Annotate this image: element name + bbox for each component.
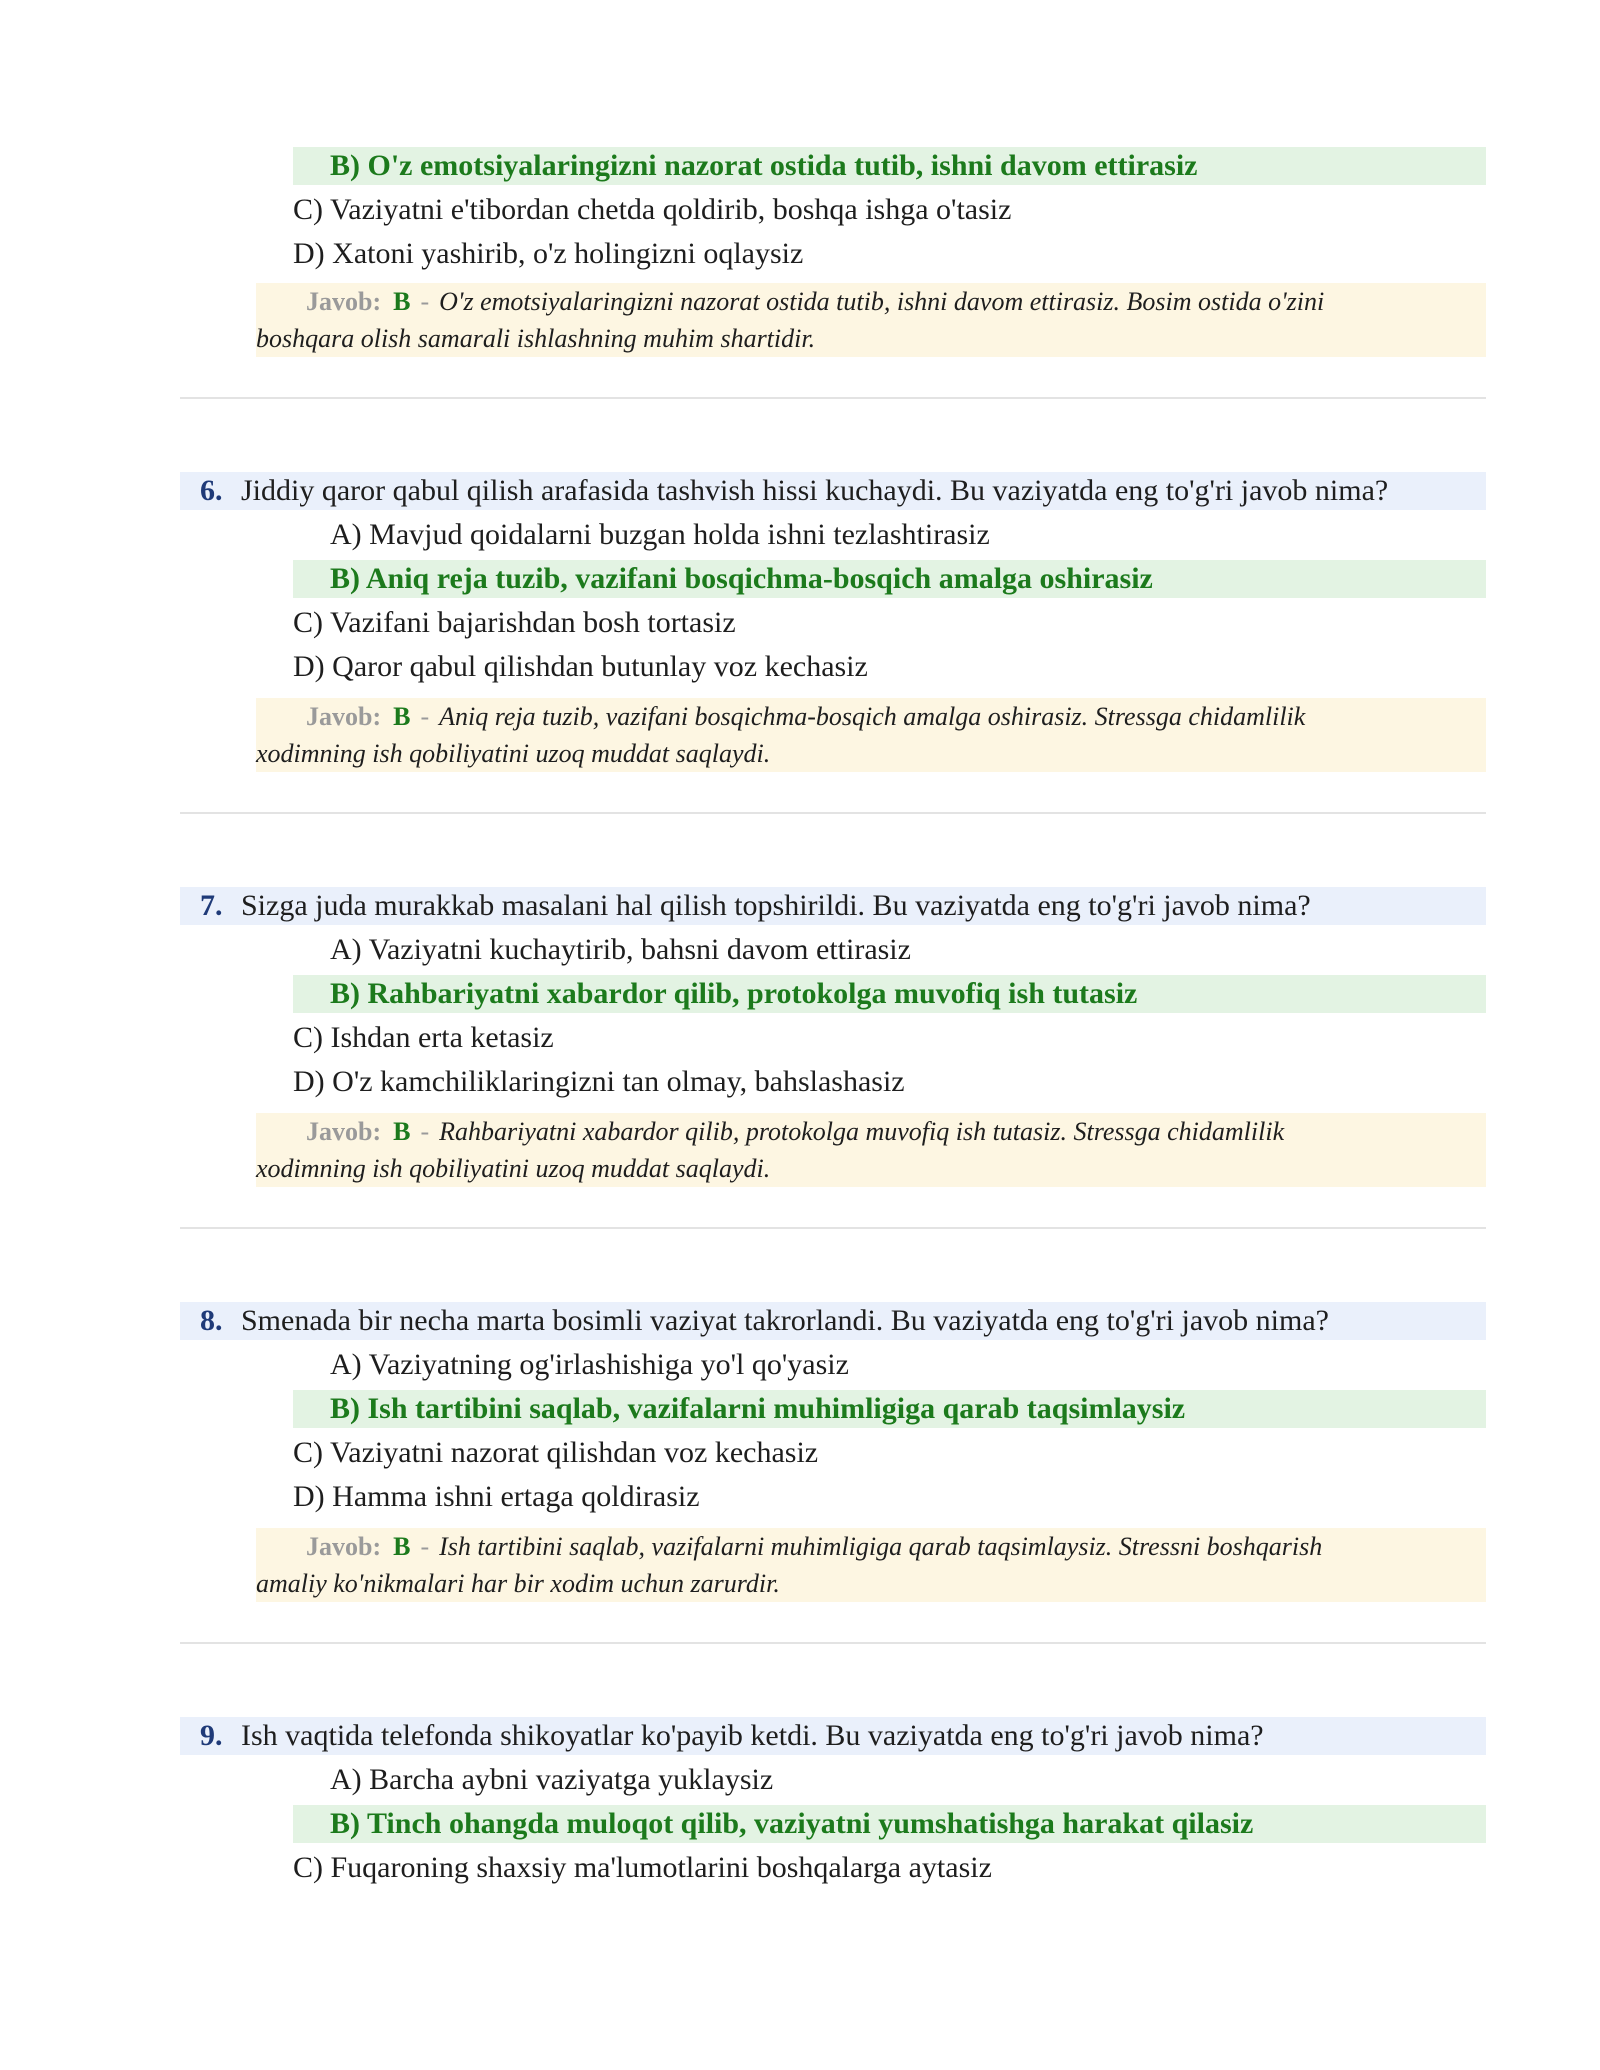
answer-letter: B <box>393 287 411 316</box>
option-a: A) Mavjud qoidalarni buzgan holda ishni tezlashtirasiz <box>330 518 990 551</box>
answer-dash: - <box>420 287 430 316</box>
option-d: D) Qaror qabul qilishdan butunlay voz kechasiz <box>293 650 868 683</box>
question-7-line <box>180 887 1486 925</box>
question-9-line <box>180 1717 1486 1755</box>
question-number: 9. <box>200 1719 223 1752</box>
answer-explanation: O'z emotsiyalaringizni nazorat ostida tutib, ishni davom ettirasiz. Bosim ostida o'zini <box>439 287 1325 316</box>
answer-explanation: Aniq reja tuzib, vazifani bosqichma-bosqich amalga oshirasiz. Stressga chidamlilik <box>439 702 1306 731</box>
option-a: A) Vaziyatni kuchaytirib, bahsni davom ettirasiz <box>330 933 911 966</box>
divider <box>180 812 1486 814</box>
option-c: C) Vazifani bajarishdan bosh tortasiz <box>293 606 736 639</box>
answer-dash: - <box>420 1117 430 1146</box>
answer-box <box>256 1113 1486 1187</box>
option-c: C) Ishdan erta ketasiz <box>293 1021 554 1054</box>
question-number: 6. <box>200 474 223 507</box>
answer-label: Javob: <box>306 1532 382 1561</box>
option-c: C) Vaziyatni nazorat qilishdan voz kechasiz <box>293 1436 819 1469</box>
option-c: C) Fuqaroning shaxsiy ma'lumotlarini boshqalarga aytasiz <box>293 1851 992 1884</box>
answer-box <box>256 1528 1486 1602</box>
question-number: 7. <box>200 889 223 922</box>
option-a: A) Barcha aybni vaziyatga yuklaysiz <box>330 1763 774 1796</box>
question-text: Ish vaqtida telefonda shikoyatlar ko'payib ketdi. Bu vaziyatda eng to'g'ri javob nima? <box>241 1719 1264 1752</box>
answer-label: Javob: <box>306 287 382 316</box>
question-text: Sizga juda murakkab masalani hal qilish topshirildi. Bu vaziyatda eng to'g'ri javob nima? <box>241 889 1311 922</box>
answer-letter: B <box>393 702 411 731</box>
answer-letter: B <box>393 1532 411 1561</box>
answer-explanation: Ish tartibini saqlab, vazifalarni muhimligiga qarab taqsimlaysiz. Stressni boshqarish <box>439 1532 1323 1561</box>
answer-dash: - <box>420 1532 430 1561</box>
question-text: Smenada bir necha marta bosimli vaziyat takrorlandi. Bu vaziyatda eng to'g'ri javob nima? <box>241 1304 1329 1337</box>
option-b-correct: B) Ish tartibini saqlab, vazifalarni muhimligiga qarab taqsimlaysiz <box>293 1390 1486 1428</box>
option-b-correct: B) O'z emotsiyalaringizni nazorat ostida tutib, ishni davom ettirasiz <box>293 147 1486 185</box>
answer-explanation-continued: boshqara olish samarali ishlashning muhim shartidir. <box>256 324 816 353</box>
option-b-correct: B) Tinch ohangda muloqot qilib, vaziyatni yumshatishga harakat qilasiz <box>293 1805 1486 1843</box>
option-d: D) Xatoni yashirib, o'z holingizni oqlaysiz <box>293 237 804 270</box>
question-8-line <box>180 1302 1486 1340</box>
question-6-line <box>180 472 1486 510</box>
answer-box <box>256 698 1486 772</box>
option-c: C) Vaziyatni e'tibordan chetda qoldirib, boshqa ishga o'tasiz <box>293 193 1012 226</box>
answer-label: Javob: <box>306 1117 382 1146</box>
answer-explanation: Rahbariyatni xabardor qilib, protokolga muvofiq ish tutasiz. Stressga chidamlilik <box>439 1117 1285 1146</box>
divider <box>180 1642 1486 1644</box>
answer-letter: B <box>393 1117 411 1146</box>
question-number: 8. <box>200 1304 223 1337</box>
question-text: Jiddiy qaror qabul qilish arafasida tashvish hissi kuchaydi. Bu vaziyatda eng to'g'ri javob nima? <box>241 474 1389 507</box>
option-d: D) O'z kamchiliklaringizni tan olmay, bahslashasiz <box>293 1065 905 1098</box>
option-b-correct: B) Aniq reja tuzib, vazifani bosqichma-bosqich amalga oshirasiz <box>293 560 1486 598</box>
answer-explanation-continued: xodimning ish qobiliyatini uzoq muddat saqlaydi. <box>256 1154 771 1183</box>
answer-explanation-continued: xodimning ish qobiliyatini uzoq muddat saqlaydi. <box>256 739 771 768</box>
answer-box <box>256 283 1486 357</box>
divider <box>180 397 1486 399</box>
option-a: A) Vaziyatning og'irlashishiga yo'l qo'yasiz <box>330 1348 849 1381</box>
answer-label: Javob: <box>306 702 382 731</box>
answer-explanation-continued: amaliy ko'nikmalari har bir xodim uchun zarurdir. <box>256 1569 780 1598</box>
answer-dash: - <box>420 702 430 731</box>
divider <box>180 1227 1486 1229</box>
option-d: D) Hamma ishni ertaga qoldirasiz <box>293 1480 700 1513</box>
option-b-correct: B) Rahbariyatni xabardor qilib, protokolga muvofiq ish tutasiz <box>293 975 1486 1013</box>
